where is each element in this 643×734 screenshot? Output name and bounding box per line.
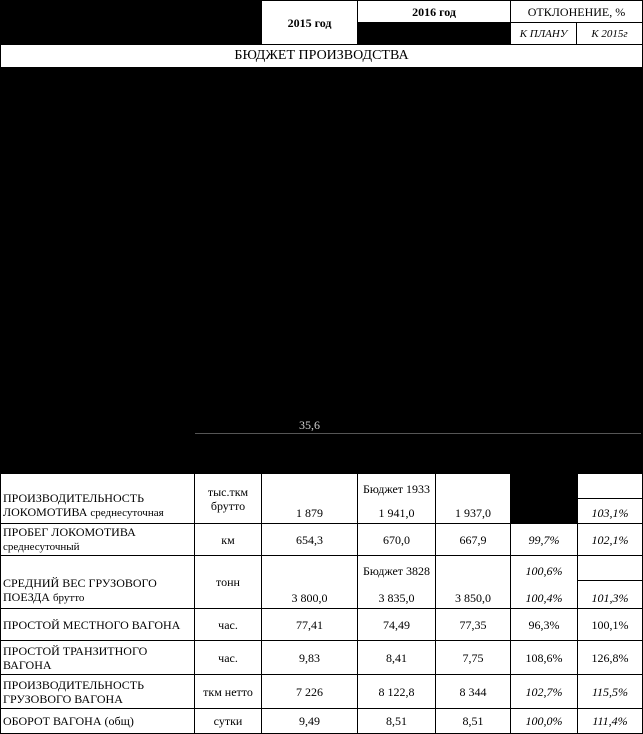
divider-line [195, 433, 641, 434]
row-fact-2016: 8,51 [436, 709, 510, 733]
row-fact-2016: 77,35 [436, 609, 510, 640]
row-to-plan: 99,7% [511, 524, 577, 555]
plan-value: 1 941,0 [378, 506, 415, 520]
budget-note: Бюджет 1933 [362, 482, 431, 496]
row-label: ПРОСТОЙ МЕСТНОГО ВАГОНА [1, 609, 194, 640]
row-to-plan: 100,0% [511, 709, 577, 733]
row-plan-2016: 8,51 [358, 709, 435, 733]
row-label: ПРОИЗВОДИТЕЛЬНОСТЬ ЛОКОМОТИВА среднесуточная [1, 474, 194, 523]
row-unit: тонн [195, 556, 261, 608]
row-unit: тыс.ткм брутто [195, 474, 261, 523]
row-2015: 9,83 [262, 641, 357, 674]
row-to-2015-empty [578, 556, 642, 580]
row-plan-2016 [358, 474, 435, 523]
row-fact-2016: 8 344 [436, 675, 510, 708]
row-to-2015: 102,1% [578, 524, 642, 555]
row-to-plan: 96,3% [511, 609, 577, 640]
header-to-plan: К ПЛАНУ [511, 23, 576, 44]
header-to-2015: К 2015г [577, 23, 642, 44]
row-2015: 7 226 [262, 675, 357, 708]
row-unit: км [195, 524, 261, 555]
row-fact-2016: 667,9 [436, 524, 510, 555]
row-unit: сутки [195, 709, 261, 733]
faint-value: 35,6 [299, 418, 320, 432]
budget-note: Бюджет 3828 [362, 564, 431, 578]
row-to-2015: 126,8% [578, 641, 642, 674]
row-to-2015: 115,5% [578, 675, 642, 708]
row-to-plan [511, 556, 577, 608]
plan-deviation: 100,4% [525, 591, 563, 605]
section-title: БЮДЖЕТ ПРОИЗВОДСТВА [1, 45, 642, 67]
row-label: ОБОРОТ ВАГОНА (общ) [1, 709, 194, 733]
row-unit: час. [195, 609, 261, 640]
budget-deviation: 100,6% [525, 564, 563, 578]
row-fact-2016: 7,75 [436, 641, 510, 674]
row-2015: 9,49 [262, 709, 357, 733]
row-2015: 77,41 [262, 609, 357, 640]
row-to-plan: 108,6% [511, 641, 577, 674]
row-to-2015: 100,1% [578, 609, 642, 640]
row-label: ПРОИЗВОДИТЕЛЬНОСТЬ ГРУЗОВОГО ВАГОНА [1, 675, 194, 708]
header-2015: 2015 год [262, 1, 357, 44]
plan-value: 3 835,0 [378, 591, 415, 605]
row-to-2015: 103,1% [578, 499, 642, 523]
row-to-2015: 101,3% [578, 581, 642, 608]
row-to-2015: 111,4% [578, 709, 642, 733]
row-plan-2016 [358, 556, 435, 608]
header-deviation: ОТКЛОНЕНИЕ, % [511, 1, 642, 22]
row-unit: ткм нетто [195, 675, 261, 708]
row-label: СРЕДНИЙ ВЕС ГРУЗОВОГО ПОЕЗДА брутто [1, 556, 194, 608]
row-to-plan-empty [578, 474, 642, 498]
row-2015: 3 800,0 [262, 556, 357, 608]
row-label: ПРОБЕГ ЛОКОМОТИВА среднесуточный [1, 524, 194, 555]
row-unit: час. [195, 641, 261, 674]
row-plan-2016: 74,49 [358, 609, 435, 640]
row-label: ПРОСТОЙ ТРАНЗИТНОГО ВАГОНА [1, 641, 194, 674]
row-2015: 654,3 [262, 524, 357, 555]
row-plan-2016: 670,0 [358, 524, 435, 555]
row-fact-2016: 1 937,0 [436, 474, 510, 523]
row-2015: 1 879 [262, 474, 357, 523]
row-to-plan: 102,7% [511, 675, 577, 708]
row-plan-2016: 8,41 [358, 641, 435, 674]
row-plan-2016: 8 122,8 [358, 675, 435, 708]
header-2016: 2016 год [358, 1, 510, 22]
row-fact-2016: 3 850,0 [436, 556, 510, 608]
